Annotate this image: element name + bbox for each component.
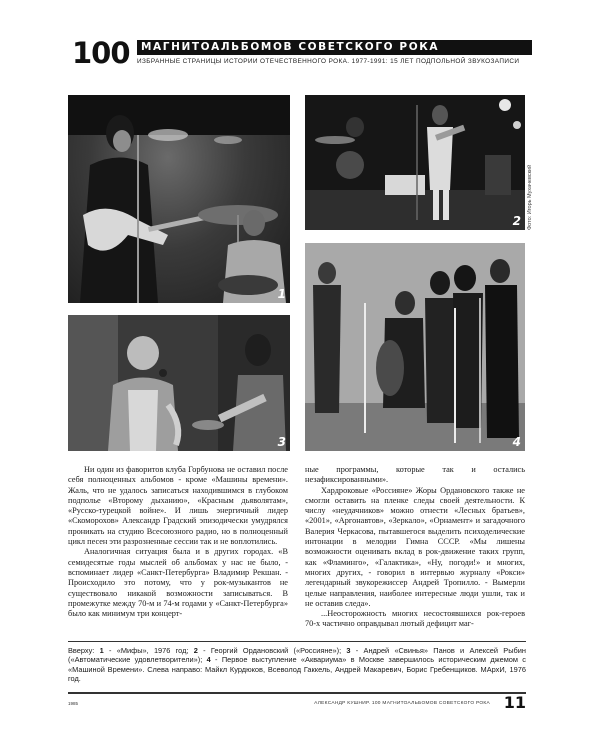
photo-3-number: 3 bbox=[277, 435, 286, 449]
paragraph: Хардроковые «Россияне» Жоры Ордановского также не смогли оставить на пленке следы своей деятельности. К числу «неудачников» можно отнести «Лесных братьев», «2001», «Аргонавтов», «Зеркало», «Орнамент» и загадочного Валерия Черкасова, пытавшегося выделить психоделические интонации в мелодии Гимна СССР. «Мы лишены возможности оценивать вклад в рок-движение таких групп, как «Фламинго», «Галактика», «Ну, погоди!» и многих, многих других, - говорил в интервью журналу «Рокси» легендарный звукорежиссер Андрей Тропилло. - Вымерли целые направления, наиболее интересные люди ушли, так и не оставив следа». bbox=[305, 485, 525, 608]
photo-4 bbox=[305, 243, 525, 451]
photo-4-number: 4 bbox=[512, 435, 521, 449]
header-subtitle: ИЗБРАННЫЕ СТРАНИЦЫ ИСТОРИИ ОТЕЧЕСТВЕННОГО РОКА. 1977-1991: 15 ЛЕТ ПОДПОЛЬНОЙ ЗВУКОЗАПИСИ bbox=[137, 58, 520, 65]
photo-4-image bbox=[305, 243, 525, 451]
photo-1-number: 1 bbox=[277, 287, 286, 301]
photo-caption: Вверху: 1 - «Мифы», 1976 год; 2 - Георгий Ордановский («Россияне»); 3 - Андрей «Свинья» Панов и Алексей Рыбин («Автоматические удовлетворители»); 4 - Первое выступление «Аквариума» в Москве завершилось историческим джемом с «Машиной Времени». Слева направо: Майкл Курдюков, Всеволод Гаккель, Андрей Макаревич, Борис Гребенщиков. МАрхИ, 1976 год. bbox=[68, 646, 526, 683]
footer-running-title: АЛЕКСАНДР КУШНИР. 100 МАГНИТОАЛЬБОМОВ СОВЕТСКОГО РОКА bbox=[314, 701, 490, 706]
header-title: МАГНИТОАЛЬБОМОВ СОВЕТСКОГО РОКА bbox=[137, 40, 532, 55]
page-header bbox=[72, 38, 532, 72]
photo-1 bbox=[68, 95, 290, 303]
photo-2 bbox=[305, 95, 525, 230]
photo-1-image bbox=[68, 95, 290, 303]
page-footer bbox=[68, 694, 526, 712]
paragraph: ные программы, которые так и остались незафиксированными». bbox=[305, 465, 525, 485]
photo-2-number: 2 bbox=[512, 214, 521, 228]
photo-3-image bbox=[68, 315, 290, 451]
paragraph: ...Неосторожность многих несостоявшихся рок-героев 70-х частично оправдывал лютый дефицит маг- bbox=[305, 609, 525, 629]
text-column-2 bbox=[305, 465, 525, 630]
photo-3 bbox=[68, 315, 290, 451]
paragraph: Аналогичная ситуация была и в других городах. «В семидесятые годы мыслей об альбомах у нас не было, - вспоминает лидер «Санкт-Петербурга» Владимир Рекшан. - Происходило это потому, что у рок-музыкантов не существовало никакой возможности записываться. В промежутке между 70-м и 74-м годами у «Санкт-Петербурга» было как минимум три концерт- bbox=[68, 547, 288, 619]
photo-2-image bbox=[305, 95, 525, 230]
photo-credit: Фото: Игорь Мухачевский bbox=[527, 164, 533, 230]
caption-top-rule bbox=[68, 641, 526, 642]
text-column-1 bbox=[68, 465, 288, 619]
header-number: 100 bbox=[72, 36, 130, 70]
paragraph: Ни один из фаворитов клуба Горбунова не оставил после себя полноценных альбомов - кроме «Машины времени». Жаль, что не удалось записаться находившимся в глубоком подполье «Второму дыханию», «Красным дьяволятам», «Русско-турецкой войне». И лишь энергичный лидер «Скоморохов» Александр Градский эпизодически умудрялся проникать на студию Всесоюзного радио, но в полноценный цикл песен эти разрозненные сессии так и не воплотились. bbox=[68, 465, 288, 547]
footer-left-text: 1985 bbox=[68, 701, 79, 706]
page-number: 11 bbox=[503, 693, 526, 712]
